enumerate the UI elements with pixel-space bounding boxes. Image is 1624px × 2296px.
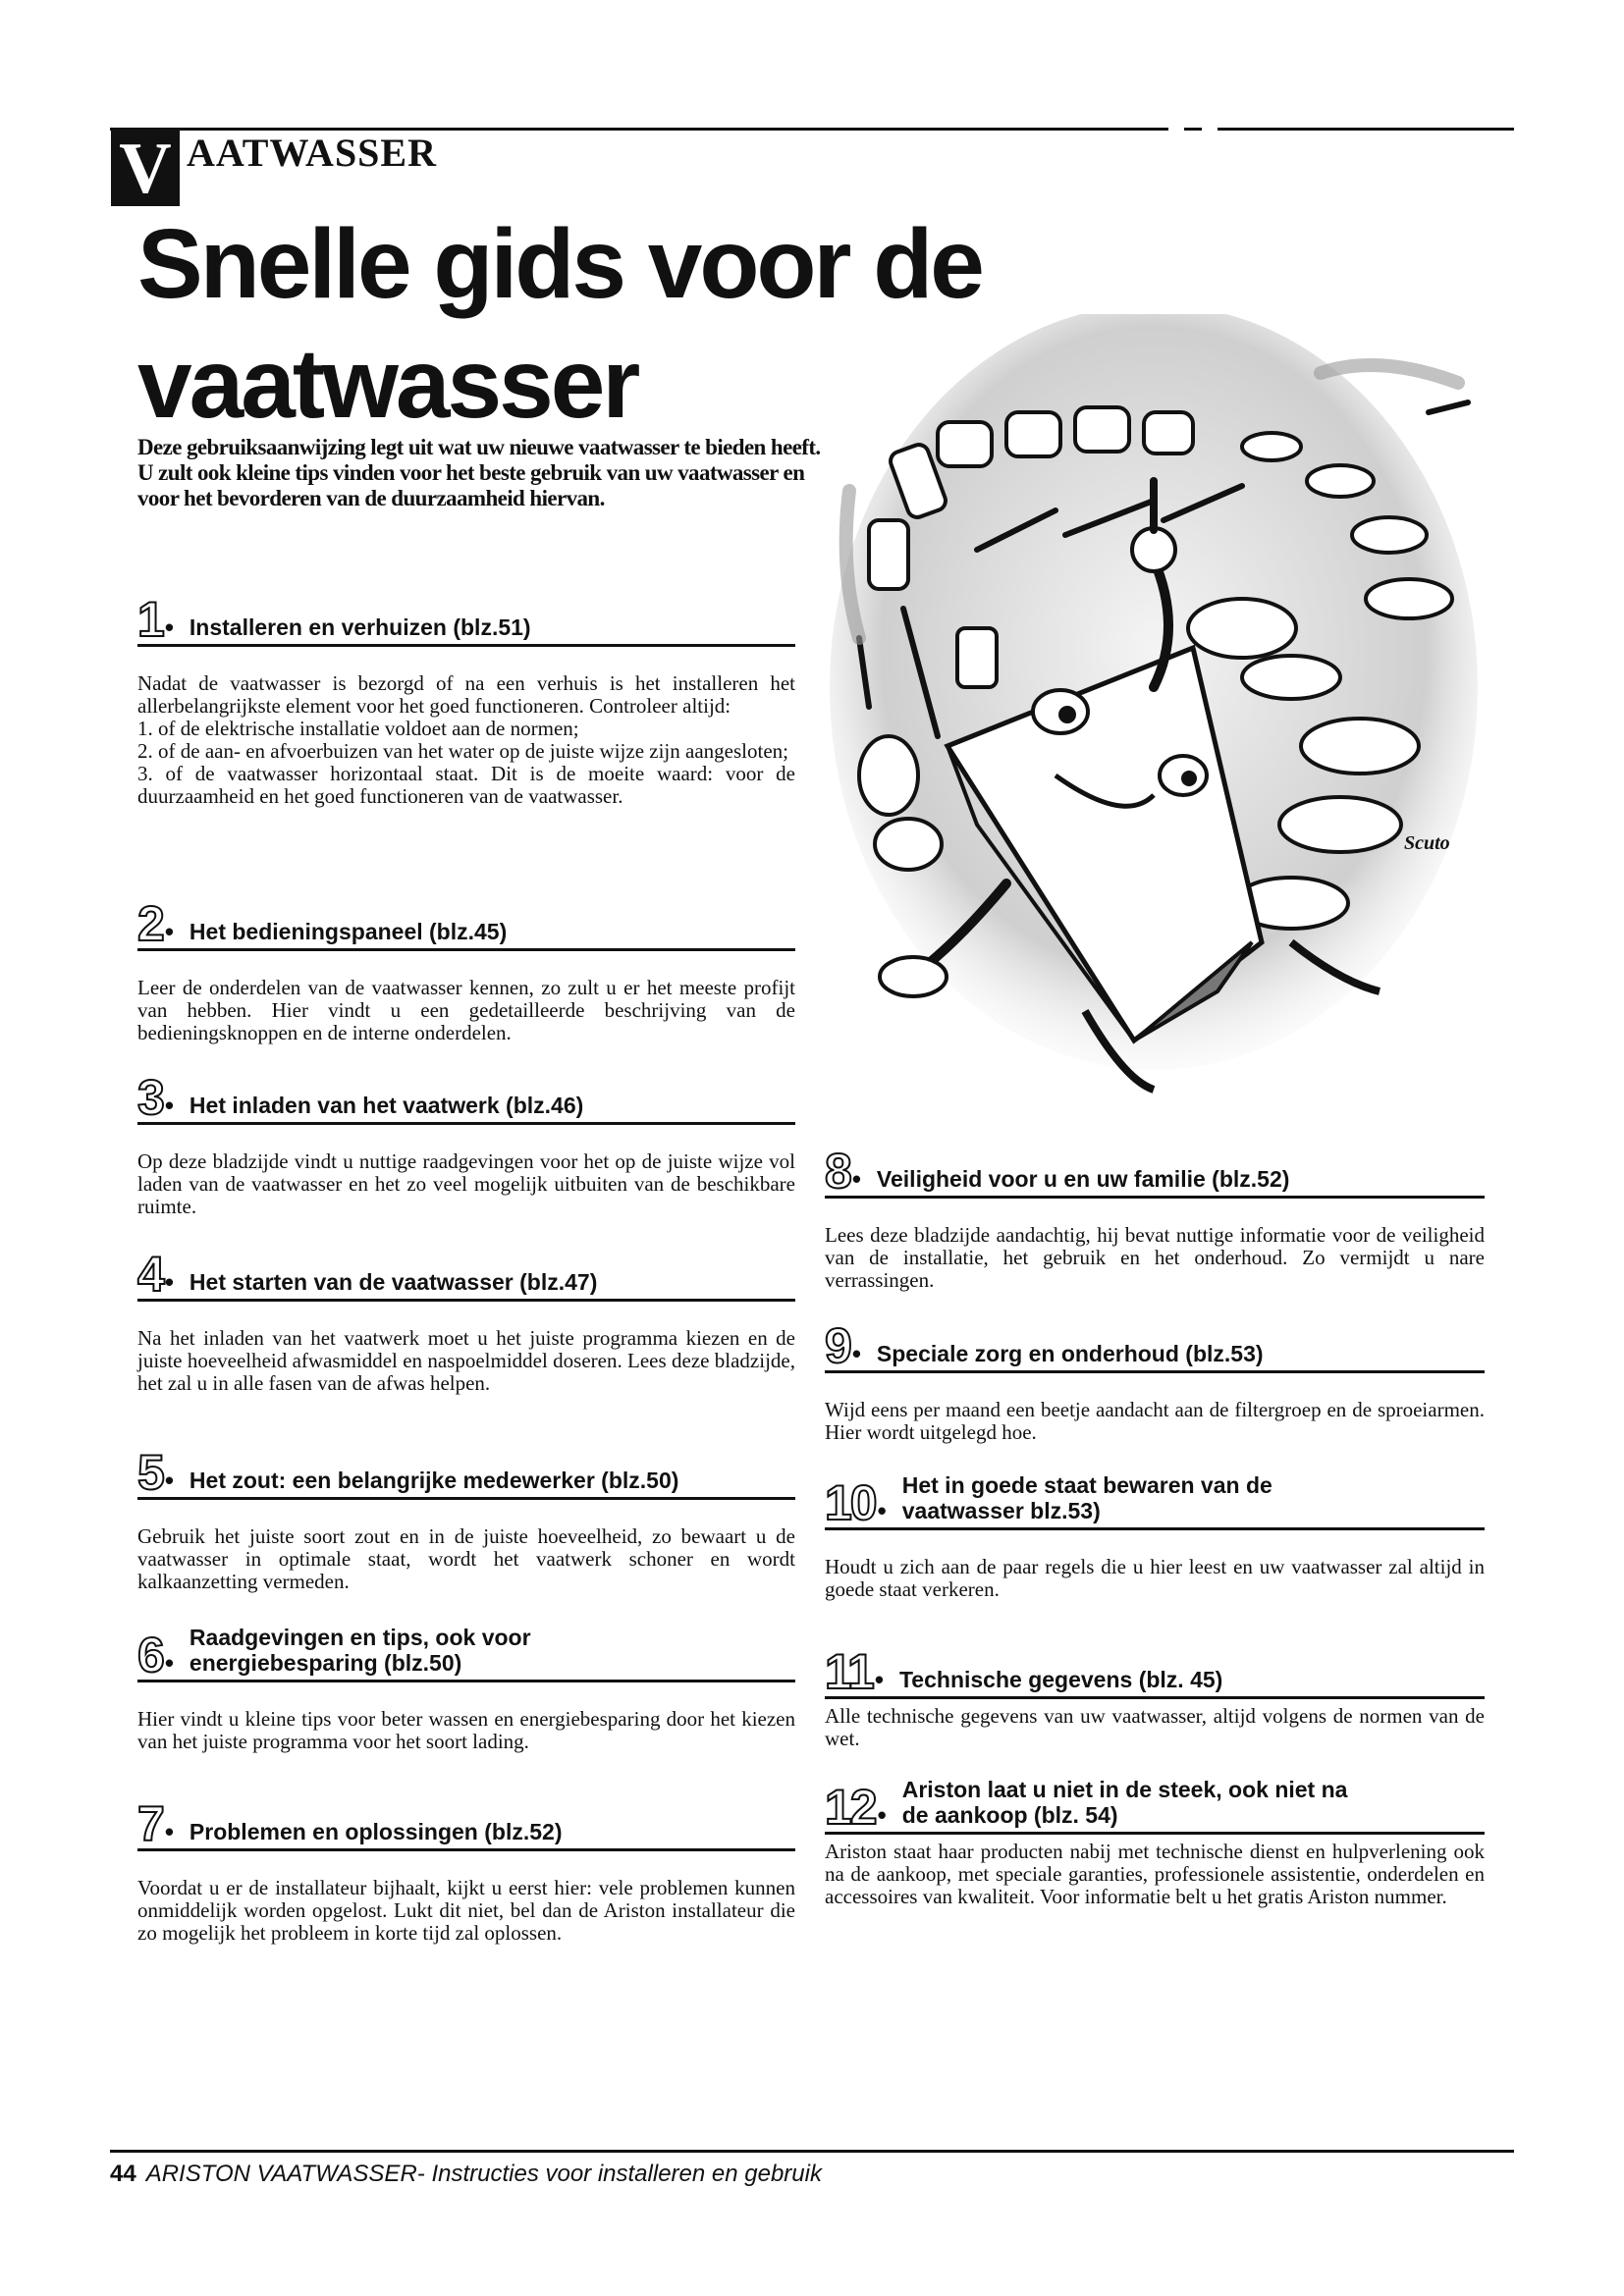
section-7-heading [137, 1796, 795, 1851]
section-6-body: Hier vindt u kleine tips voor beter wassen en energiebesparing door het kiezen van het juiste programma voor het soort lading. [137, 1707, 795, 1753]
section-12-title: Ariston laat u niet in de steek, ook niet na de aankoop (blz. 54) [901, 1777, 1348, 1828]
section-1-item-3: 3. of de vaatwasser horizontaal staat. Dit is de moeite waard: voor de duurzaamheid en het goed functioneren van de vaatwasser. [137, 762, 795, 808]
section-11-heading [825, 1644, 1485, 1699]
section-2-number: 2 [137, 896, 163, 951]
top-rule-right [1218, 128, 1514, 131]
section-11-dot: • [874, 1665, 884, 1694]
section-4 [137, 1247, 795, 1395]
illustration-signature: Scuto [1404, 832, 1450, 854]
section-12-heading [825, 1777, 1485, 1835]
section-7-body: Voordat u er de installateur bijhaalt, kijkt u eerst hier: vele problemen kunnen onmiddelijk worden opgelost. Lukt dit niet, bel dan de Ariston installateur die zo mogelijk het probleem in korte tijd zal oplossen. [137, 1876, 795, 1945]
section-2-dot: • [164, 917, 174, 946]
section-8-dot: • [851, 1164, 861, 1194]
section-2-title: Het bedieningspaneel (blz.45) [189, 919, 508, 944]
section-5-heading [137, 1445, 795, 1500]
section-2 [137, 896, 795, 1044]
section-5 [137, 1445, 795, 1593]
section-9-number: 9 [825, 1318, 850, 1373]
section-3-heading [137, 1070, 795, 1125]
section-8-heading [825, 1144, 1485, 1199]
page-title: Snelle gids voor de vaatwasser [137, 209, 982, 439]
section-1-item-1: 1. of de elektrische installatie voldoet aan de normen; [137, 717, 579, 740]
dishwasher-cartoon-illustration [830, 314, 1512, 1099]
section-11 [825, 1644, 1485, 1750]
section-1-item-2: 2. of de aan- en afvoerbuizen van het water op de juiste wijze zijn aangesloten; [137, 739, 788, 763]
section-8-number: 8 [825, 1144, 850, 1199]
section-9-body: Wijd eens per maand een beetje aandacht aan de filtergroep en de sproeiarmen. Hier wordt uitgelegd hoe. [825, 1398, 1485, 1444]
section-4-body: Na het inladen van het vaatwerk moet u het juiste programma kiezen en de juiste hoeveelheid afwasmiddel en naspoelmiddel doseren. Lees deze bladzijde, het zal u in alle fasen van de afwas helpen. [137, 1326, 795, 1395]
section-12 [825, 1777, 1485, 1908]
section-1-title: Installeren en verhuizen (blz.51) [189, 614, 531, 640]
section-6-dot: • [164, 1648, 174, 1678]
footer-brand: ARISTON VAATWASSER [145, 2161, 417, 2187]
section-2-heading [137, 896, 795, 951]
section-4-number: 4 [137, 1247, 163, 1302]
section-10-body: Houdt u zich aan de paar regels die u hier leest en uw vaatwasser zal altijd in goede staat verkeren. [825, 1555, 1485, 1601]
section-3-body: Op deze bladzijde vindt u nuttige raadgevingen voor het op de juiste wijze vol laden van de vaatwasser en het zo veel mogelijk uitbuiten van de beschikbare ruimte. [137, 1149, 795, 1218]
header-initial-box: V [111, 130, 180, 206]
section-5-body: Gebruik het juiste soort zout en in de juiste hoeveelheid, zo bewaart u de vaatwasser in optimale staat, wordt het vaatwerk schoner en wordt kalkaanzetting vermeden. [137, 1524, 795, 1593]
intro-paragraph: Deze gebruiksaanwijzing legt uit wat uw nieuwe vaatwasser te bieden heeft. U zult ook kleine tips vinden voor het beste gebruik van uw vaatwasser en voor het bevorderen van de duurzaamheid hiervan. [137, 435, 821, 510]
section-1-dot: • [164, 613, 174, 642]
section-2-body: Leer de onderdelen van de vaatwasser kennen, zo zult u er het meeste profijt van hebben. Hier vindt u een gedetailleerde beschrijving van de bedieningsknoppen en de interne onderdelen. [137, 976, 795, 1044]
section-4-dot: • [164, 1267, 174, 1297]
section-6 [137, 1625, 795, 1753]
section-12-number: 12 [825, 1780, 876, 1835]
section-10-heading [825, 1472, 1485, 1530]
section-1-number: 1 [137, 592, 163, 647]
page-number: 44 [110, 2161, 136, 2187]
section-5-number: 5 [137, 1445, 163, 1500]
footer-subtitle: - Instructies voor installeren en gebruik [416, 2161, 822, 2187]
section-9 [825, 1318, 1485, 1444]
section-3 [137, 1070, 795, 1218]
header-category: AATWASSER [187, 131, 437, 175]
section-7-number: 7 [137, 1796, 163, 1851]
footer [110, 2160, 822, 2189]
section-10 [825, 1472, 1485, 1601]
section-5-title: Het zout: een belangrijke medewerker (blz.50) [189, 1468, 679, 1493]
top-rule-dash [1184, 128, 1202, 131]
section-11-body: Alle technische gegevens van uw vaatwasser, altijd volgens de normen van de wet. [825, 1704, 1485, 1750]
section-1 [137, 592, 795, 808]
section-7 [137, 1796, 795, 1945]
section-9-title: Speciale zorg en onderhoud (blz.53) [876, 1341, 1264, 1366]
section-1-heading [137, 592, 795, 647]
section-10-dot: • [877, 1496, 887, 1525]
section-6-title: Raadgevingen en tips, ook voor energiebesparing (blz.50) [189, 1625, 531, 1676]
section-11-number: 11 [825, 1644, 873, 1699]
section-8-title: Veiligheid voor u en uw familie (blz.52) [876, 1166, 1290, 1192]
section-7-dot: • [164, 1817, 174, 1846]
section-12-body: Ariston staat haar producten nabij met technische dienst en hulpverlening ook na de aankoop, met speciale garanties, professionele assistentie, onderdelen en accessoires van kwaliteit. Voor informatie belt u het gratis Ariston nummer. [825, 1840, 1485, 1908]
section-3-title: Het inladen van het vaatwerk (blz.46) [189, 1093, 584, 1118]
section-4-heading [137, 1247, 795, 1302]
footer-rule [110, 2150, 1514, 2153]
section-3-number: 3 [137, 1070, 163, 1125]
section-7-title: Problemen en oplossingen (blz.52) [189, 1819, 563, 1844]
section-12-dot: • [877, 1800, 887, 1830]
section-4-title: Het starten van de vaatwasser (blz.47) [189, 1269, 598, 1295]
section-5-dot: • [164, 1466, 174, 1495]
section-6-number: 6 [137, 1628, 163, 1682]
section-11-title: Technische gegevens (blz. 45) [898, 1667, 1223, 1692]
section-10-title: Het in goede staat bewaren van de vaatwasser blz.53) [901, 1472, 1272, 1523]
section-9-heading [825, 1318, 1485, 1373]
section-6-heading [137, 1625, 795, 1682]
section-8-body: Lees deze bladzijde aandachtig, hij bevat nuttige informatie voor de veiligheid van de installatie, het gebruik en het onderhoud. Zo vermijdt u nare verrassingen. [825, 1223, 1485, 1292]
section-1-body: Nadat de vaatwasser is bezorgd of na een verhuis is het installeren het allerbelangrijkste element voor het goed functioneren. Controleer altijd: [137, 671, 795, 718]
section-10-number: 10 [825, 1475, 876, 1530]
section-9-dot: • [851, 1339, 861, 1368]
section-3-dot: • [164, 1091, 174, 1120]
section-8 [825, 1144, 1485, 1292]
